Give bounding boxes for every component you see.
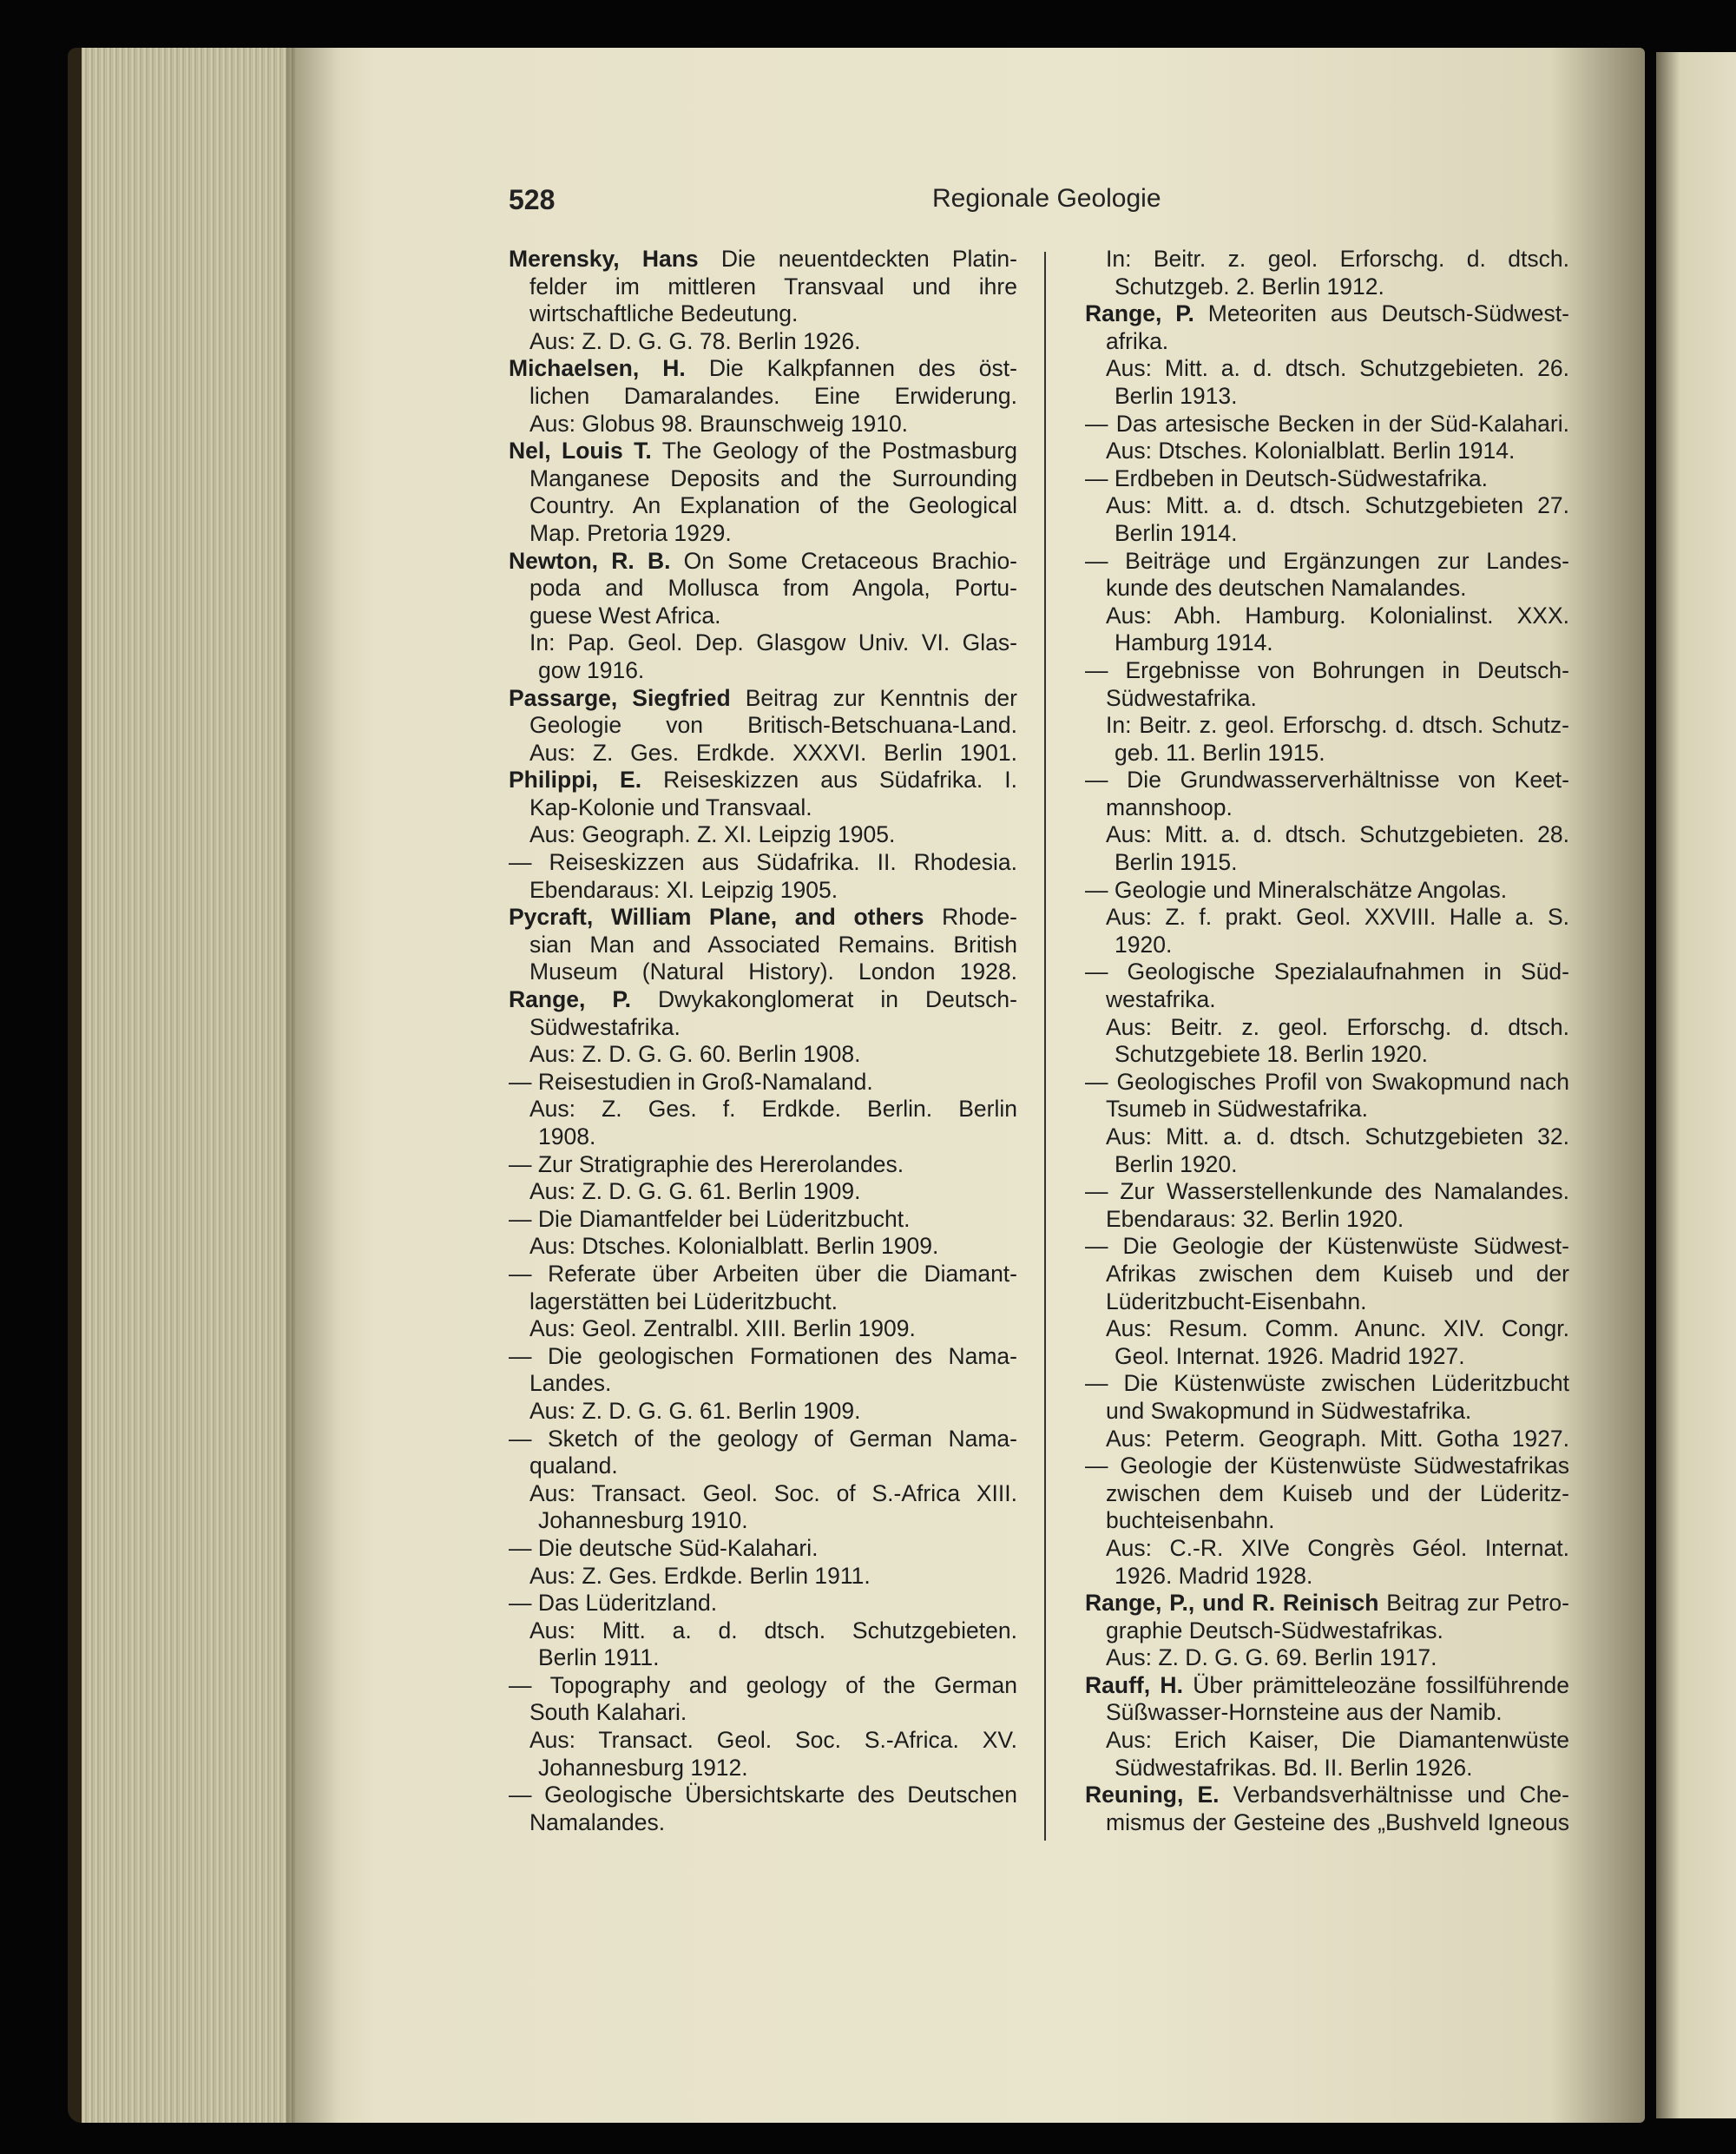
bibliography-entry-start (509, 355, 1017, 383)
entry-text: On Some Cretaceous Brachio- (670, 547, 1018, 574)
entry-text: — Die Geologie der Küstenwüste Südwest- (1085, 1233, 1569, 1260)
bibliography-line (1085, 1315, 1569, 1343)
bibliography-line (509, 1480, 1017, 1508)
entry-text: gow 1916. (538, 656, 645, 683)
entry-text: poda and Mollusca from Angola, Portu- (529, 575, 1017, 602)
entry-text: Lüderitzbucht-Eisenbahn. (1106, 1288, 1367, 1314)
entry-text: — Zur Wasserstellenkunde des Namalandes. (1085, 1178, 1569, 1205)
bibliography-line (509, 300, 1017, 328)
entry-text: 1920. (1115, 931, 1173, 958)
bibliography-line (1085, 1617, 1569, 1645)
entry-text: lagerstätten bei Lüderitzbucht. (529, 1288, 838, 1314)
entry-text: mismus der Gesteine des „Bushveld Igneous (1106, 1808, 1569, 1835)
entry-text: Afrikas zwischen dem Kuiseb und der (1106, 1260, 1569, 1287)
bibliography-line (1085, 246, 1569, 273)
entry-text: Landes. (529, 1370, 612, 1397)
entry-text: Ebendaraus: 32. Berlin 1920. (1106, 1205, 1404, 1232)
bibliography-line (1085, 1370, 1569, 1398)
entry-text: mannshoop. (1106, 794, 1233, 820)
entry-text: Country. An Explanation of the Geological (529, 492, 1017, 519)
bibliography-line (509, 465, 1017, 493)
bibliography-line (509, 1370, 1017, 1398)
bibliography-line (509, 1617, 1017, 1645)
entry-text: Aus: Z. D. G. G. 69. Berlin 1917. (1106, 1644, 1437, 1671)
bibliography-line (1085, 355, 1569, 383)
entry-text: Namalandes. (529, 1808, 666, 1835)
entry-text: kunde des deutschen Namalandes. (1106, 575, 1467, 602)
bibliography-line (509, 383, 1017, 411)
bibliography-line (1085, 603, 1569, 630)
bibliography-line (1085, 411, 1569, 438)
entry-text: Südwestafrika. (1106, 684, 1257, 711)
bibliography-line (509, 1755, 1017, 1782)
entry-text: — Geologie der Küstenwüste Südwestafrikas (1085, 1452, 1569, 1479)
entry-text: — Geologische Übersichtskarte des Deutschen (509, 1782, 1017, 1808)
entry-author: Newton, R. B. (509, 547, 671, 574)
entry-text: Aus: Transact. Geol. Soc. S.-Africa. XV. (529, 1727, 1017, 1754)
entry-text: — Die Küstenwüste zwischen Lüderitzbucht (1085, 1370, 1569, 1397)
entry-text: Aus: Dtsches. Kolonialblatt. Berlin 1909. (529, 1233, 939, 1260)
bibliography-line (1085, 492, 1569, 520)
bibliography-line (1085, 1535, 1569, 1563)
bibliography-line (509, 1233, 1017, 1261)
entry-text: Museum (Natural History). London 1928. (529, 958, 1017, 985)
entry-text: — Geologisches Profil von Swakopmund nach (1085, 1068, 1569, 1095)
bibliography-line (1085, 1809, 1569, 1837)
bibliography-line (1085, 1288, 1569, 1316)
bibliography-line (1085, 1452, 1569, 1480)
entry-text: Aus: Dtsches. Kolonialblatt. Berlin 1914. (1106, 438, 1516, 464)
entry-text: — Reiseskizzen aus Südafrika. II. Rhodesia. (509, 849, 1017, 876)
bibliography-line (1085, 328, 1569, 356)
entry-author: Merensky, Hans (509, 246, 699, 272)
entry-text: Berlin 1911. (538, 1644, 660, 1671)
entry-author: Passarge, Siegfried (509, 684, 731, 711)
bibliography-line (509, 1151, 1017, 1179)
entry-text: Über prämitteleozäne fossilführende (1182, 1671, 1569, 1698)
entry-text: — Das Lüderitzland. (509, 1590, 718, 1617)
entry-text: Map. Pretoria 1929. (529, 519, 732, 546)
entry-author: Nel, Louis T. (509, 438, 652, 464)
bibliography-line (1085, 821, 1569, 849)
bibliography-line (1085, 958, 1569, 986)
bibliography-entry-start (1085, 300, 1569, 328)
entry-text: Kap-Kolonie und Transvaal. (529, 794, 812, 820)
entry-text: Geologie von Britisch-Betschuana-Land. (529, 712, 1017, 739)
bibliography-line (1085, 273, 1569, 301)
entry-text: Aus: Z. D. G. G. 61. Berlin 1909. (529, 1178, 861, 1205)
bibliography-entry-start (509, 685, 1017, 713)
bibliography-line (1085, 712, 1569, 740)
bibliography-line (509, 740, 1017, 767)
bibliography-line (509, 1178, 1017, 1206)
entry-text: Beitrag zur Petro- (1378, 1590, 1569, 1617)
bibliography-line (509, 1507, 1017, 1535)
entry-text: Ebendaraus: XI. Leipzig 1905. (529, 876, 838, 903)
entry-text: Aus: Globus 98. Braunschweig 1910. (529, 410, 909, 437)
entry-text: Aus: Transact. Geol. Soc. of S.-Africa XIII. (529, 1479, 1017, 1506)
bibliography-line (1085, 1727, 1569, 1755)
bibliography-line (1085, 1096, 1569, 1123)
bibliography-entry-start (1085, 1672, 1569, 1700)
bibliography-line (1085, 465, 1569, 493)
bibliography-line (1085, 740, 1569, 767)
bibliography-line (1085, 1178, 1569, 1206)
column-divider (1044, 252, 1046, 1841)
bibliography-line (1085, 1507, 1569, 1535)
bibliography-line (509, 932, 1017, 959)
bibliography-line (1085, 1233, 1569, 1261)
entry-text: Aus: Beitr. z. geol. Erforschg. d. dtsch. (1106, 1013, 1569, 1040)
bibliography-entry-start (509, 986, 1017, 1014)
bibliography-line (1085, 1261, 1569, 1288)
bibliography-line (509, 1727, 1017, 1755)
entry-text: — Zur Stratigraphie des Hererolandes. (509, 1150, 904, 1177)
bibliography-line (509, 821, 1017, 849)
entry-text: — Topography and geology of the German (509, 1671, 1017, 1698)
bibliography-line (509, 1590, 1017, 1617)
entry-text: — Die geologischen Formationen des Nama- (509, 1342, 1017, 1369)
entry-author: Reuning, E. (1085, 1782, 1220, 1808)
bibliography-line (1085, 1206, 1569, 1234)
bibliography-line (1085, 877, 1569, 905)
entry-text: Reiseskizzen aus Südafrika. I. (641, 767, 1017, 794)
entry-author: Michaelsen, H. (509, 355, 686, 382)
bibliography-line (509, 712, 1017, 740)
entry-text: Dwykakonglomerat in Deutsch- (630, 986, 1017, 1013)
bibliography-line (1085, 849, 1569, 877)
bibliography-line (509, 575, 1017, 603)
bibliography-line (1085, 1123, 1569, 1151)
bibliography-line (509, 492, 1017, 520)
entry-text: — Reisestudien in Groß-Namaland. (509, 1068, 873, 1095)
bibliography-line (509, 1343, 1017, 1371)
bibliography-line (1085, 548, 1569, 576)
bibliography-line (1085, 1563, 1569, 1591)
entry-text: In: Pap. Geol. Dep. Glasgow Univ. VI. Glas- (529, 629, 1017, 656)
bibliography-line (1085, 383, 1569, 411)
bibliography-entry-start (509, 246, 1017, 273)
entry-text: Johannesburg 1912. (538, 1754, 748, 1781)
section-title: Regionale Geologie (932, 184, 1161, 213)
bibliography-entry-start (509, 548, 1017, 576)
bibliography-entry-start (509, 904, 1017, 932)
bibliography-line (1085, 575, 1569, 603)
bibliography-entry-start (1085, 1782, 1569, 1809)
bibliography-line (1085, 904, 1569, 932)
entry-text: — Die deutsche Süd-Kalahari. (509, 1534, 819, 1561)
entry-text: wirtschaftliche Bedeutung. (529, 300, 799, 327)
bibliography-line (509, 849, 1017, 877)
bibliography-line (509, 1699, 1017, 1727)
entry-text: lichen Damaralandes. Eine Erwiderung. (529, 382, 1017, 409)
entry-text: Aus: Z. D. G. G. 60. Berlin 1908. (529, 1041, 861, 1068)
bibliography-line (509, 1398, 1017, 1426)
entry-text: Südwestafrikas. Bd. II. Berlin 1926. (1115, 1754, 1473, 1781)
bibliography-line (1085, 1343, 1569, 1371)
bibliography-line (509, 1014, 1017, 1042)
entry-author: Range, P. (509, 986, 631, 1013)
bibliography-line (509, 1809, 1017, 1837)
entry-text: — Geologie und Mineralschätze Angolas. (1085, 876, 1508, 903)
bibliography-line (509, 520, 1017, 548)
bibliography-line (509, 657, 1017, 685)
entry-text: Berlin 1920. (1115, 1150, 1238, 1177)
entry-text: In: Beitr. z. geol. Erforschg. d. dtsch. (1106, 246, 1569, 272)
bibliography-line (1085, 986, 1569, 1014)
entry-text: Rhode- (924, 904, 1018, 931)
bibliography-line (1085, 1151, 1569, 1179)
entry-text: Aus: C.-R. XIVe Congrès Géol. Internat. (1106, 1534, 1569, 1561)
entry-text: Berlin 1915. (1115, 849, 1238, 876)
entry-text: Verbandsverhältnisse und Che- (1219, 1782, 1569, 1808)
entry-text: Aus: Z. D. G. G. 61. Berlin 1909. (529, 1397, 861, 1424)
entry-text: Aus: Z. Ges. Erdkde. Berlin 1911. (529, 1562, 871, 1589)
entry-text: geb. 11. Berlin 1915. (1115, 739, 1325, 766)
bibliography-line (1085, 1644, 1569, 1672)
bibliography-line (1085, 1480, 1569, 1508)
bibliography-line (509, 1261, 1017, 1288)
entry-text: Berlin 1913. (1115, 382, 1238, 409)
bibliography-line (509, 1535, 1017, 1563)
entry-text: Aus: Geograph. Z. XI. Leipzig 1905. (529, 821, 896, 848)
bibliography-line (1085, 657, 1569, 685)
entry-text: Aus: Resum. Comm. Anunc. XIV. Congr. (1106, 1315, 1569, 1342)
entry-text: Beitrag zur Kenntnis der (730, 684, 1017, 711)
entry-text: Aus: Abh. Hamburg. Kolonialinst. XXX. (1106, 602, 1569, 629)
entry-text: Hamburg 1914. (1115, 629, 1273, 656)
entry-text: afrika. (1106, 327, 1169, 354)
entry-author: Pycraft, William Plane, and others (509, 904, 924, 931)
entry-text: Aus: Mitt. a. d. dtsch. Schutzgebieten 32. (1106, 1123, 1569, 1149)
bibliography-line (1085, 629, 1569, 657)
bibliography-line (1085, 767, 1569, 794)
bibliography-line (509, 1563, 1017, 1591)
entry-text: — Beiträge und Ergänzungen zur Landes- (1085, 547, 1569, 574)
gutter-shadow (286, 48, 339, 2123)
entry-text: — Das artesische Becken in der Süd-Kalahari. (1085, 410, 1569, 437)
entry-author: Range, P., und R. Reinisch (1085, 1590, 1379, 1617)
bibliography-line (509, 1315, 1017, 1343)
entry-author: Philippi, E. (509, 767, 642, 794)
bibliography-line (1085, 794, 1569, 822)
entry-text: Aus: Mitt. a. d. dtsch. Schutzgebieten. 28. (1106, 821, 1569, 848)
bibliography-line (509, 1123, 1017, 1151)
entry-text: Schutzgebiete 18. Berlin 1920. (1115, 1041, 1428, 1068)
facing-page-edge (1656, 52, 1736, 2118)
bibliography-line (509, 794, 1017, 822)
bibliography-line (1085, 685, 1569, 713)
bibliography-line (509, 1041, 1017, 1069)
bibliography-line (1085, 1699, 1569, 1727)
entry-text: Schutzgeb. 2. Berlin 1912. (1115, 273, 1384, 300)
entry-text: — Die Grundwasserverhältnisse von Keet- (1085, 767, 1569, 794)
entry-text: Südwestafrika. (529, 1013, 681, 1040)
entry-text: westafrika. (1106, 986, 1216, 1013)
bibliography-line (1085, 1069, 1569, 1097)
bibliography-line (1085, 1755, 1569, 1782)
entry-text: buchteisenbahn. (1106, 1507, 1275, 1534)
bibliography-line (509, 1069, 1017, 1097)
page-number: 528 (509, 184, 556, 215)
bibliography-line (509, 411, 1017, 438)
bibliography-line (509, 1672, 1017, 1700)
entry-text: Die neuentdeckten Platin- (698, 246, 1017, 272)
entry-text: 1908. (538, 1123, 596, 1149)
bibliography-line (509, 1288, 1017, 1316)
bibliography-line (509, 328, 1017, 356)
bibliography-line (509, 1206, 1017, 1234)
bibliography-entry-start (509, 767, 1017, 794)
bibliography-line (1085, 520, 1569, 548)
entry-text: qualand. (529, 1452, 618, 1479)
entry-text: — Referate über Arbeiten über die Diamant- (509, 1260, 1017, 1287)
bibliography-line (1085, 932, 1569, 959)
bibliography-line (509, 273, 1017, 301)
bibliography-line (509, 1096, 1017, 1123)
bibliography-column-left (509, 246, 1017, 1836)
bibliography-line (509, 1452, 1017, 1480)
entry-text: Aus: Erich Kaiser, Die Diamantenwüste (1106, 1727, 1569, 1754)
entry-text: Aus: Peterm. Geograph. Mitt. Gotha 1927. (1106, 1425, 1569, 1452)
entry-author: Range, P. (1085, 300, 1194, 327)
entry-text: zwischen dem Kuiseb und der Lüderitz- (1106, 1479, 1569, 1506)
bibliography-line (509, 958, 1017, 986)
running-head (0, 184, 1736, 227)
entry-text: Geol. Internat. 1926. Madrid 1927. (1115, 1342, 1465, 1369)
entry-text: South Kalahari. (529, 1699, 687, 1726)
entry-text: Johannesburg 1910. (538, 1507, 748, 1534)
entry-text: Aus: Mitt. a. d. dtsch. Schutzgebieten. (529, 1617, 1017, 1643)
bibliography-line (1085, 438, 1569, 465)
bibliography-line (1085, 1426, 1569, 1453)
entry-text: Berlin 1914. (1115, 519, 1238, 546)
entry-text: — Erdbeben in Deutsch-Südwestafrika. (1085, 464, 1488, 491)
entry-text: 1926. Madrid 1928. (1115, 1562, 1313, 1589)
entry-text: Aus: Mitt. a. d. dtsch. Schutzgebieten 27. (1106, 492, 1569, 519)
bibliography-entry-start (509, 438, 1017, 465)
entry-text: Meteoriten aus Deutsch-Südwest- (1194, 300, 1569, 327)
entry-text: Süßwasser-Hornsteine aus der Namib. (1106, 1699, 1503, 1726)
entry-text: und Swakopmund in Südwestafrika. (1106, 1397, 1472, 1424)
bibliography-entry-start (1085, 1590, 1569, 1617)
bibliography-line (509, 1644, 1017, 1672)
bibliography-line (509, 603, 1017, 630)
entry-text: — Ergebnisse von Bohrungen in Deutsch- (1085, 656, 1569, 683)
entry-author: Rauff, H. (1085, 1671, 1183, 1698)
entry-text: felder im mittleren Transvaal und ihre (529, 273, 1017, 300)
bibliography-line (509, 1782, 1017, 1809)
entry-text: sian Man and Associated Remains. British (529, 931, 1017, 958)
bibliography-line (509, 877, 1017, 905)
entry-text: graphie Deutsch-Südwestafrikas. (1106, 1617, 1443, 1643)
bibliography-line (509, 629, 1017, 657)
entry-text: — Sketch of the geology of German Nama- (509, 1425, 1017, 1452)
bibliography-line (1085, 1041, 1569, 1069)
entry-text: In: Beitr. z. geol. Erforschg. d. dtsch. Schutz- (1106, 712, 1569, 739)
bibliography-column-right (1085, 246, 1569, 1836)
entry-text: — Geologische Spezialaufnahmen in Süd- (1085, 958, 1569, 985)
entry-text: Aus: Mitt. a. d. dtsch. Schutzgebieten. 26. (1106, 355, 1569, 382)
entry-text: guese West Africa. (529, 602, 721, 629)
bibliography-line (509, 1426, 1017, 1453)
bibliography-line (1085, 1398, 1569, 1426)
entry-text: Aus: Z. Ges. Erdkde. XXXVI. Berlin 1901. (529, 739, 1017, 766)
entry-text: The Geology of the Postmasburg (651, 438, 1017, 464)
entry-text: Aus: Geol. Zentralbl. XIII. Berlin 1909. (529, 1315, 916, 1342)
bibliography-line (1085, 1014, 1569, 1042)
entry-text: Tsumeb in Südwestafrika. (1106, 1096, 1368, 1123)
entry-text: Die Kalkpfannen des öst- (685, 355, 1017, 382)
entry-text: Aus: Z. Ges. f. Erdkde. Berlin. Berlin (529, 1096, 1017, 1123)
entry-text: Aus: Z. f. prakt. Geol. XXVIII. Halle a. S. (1106, 904, 1569, 931)
entry-text: — Die Diamantfelder bei Lüderitzbucht. (509, 1205, 911, 1232)
entry-text: Aus: Z. D. G. G. 78. Berlin 1926. (529, 327, 861, 354)
entry-text: Manganese Deposits and the Surrounding (529, 464, 1017, 491)
